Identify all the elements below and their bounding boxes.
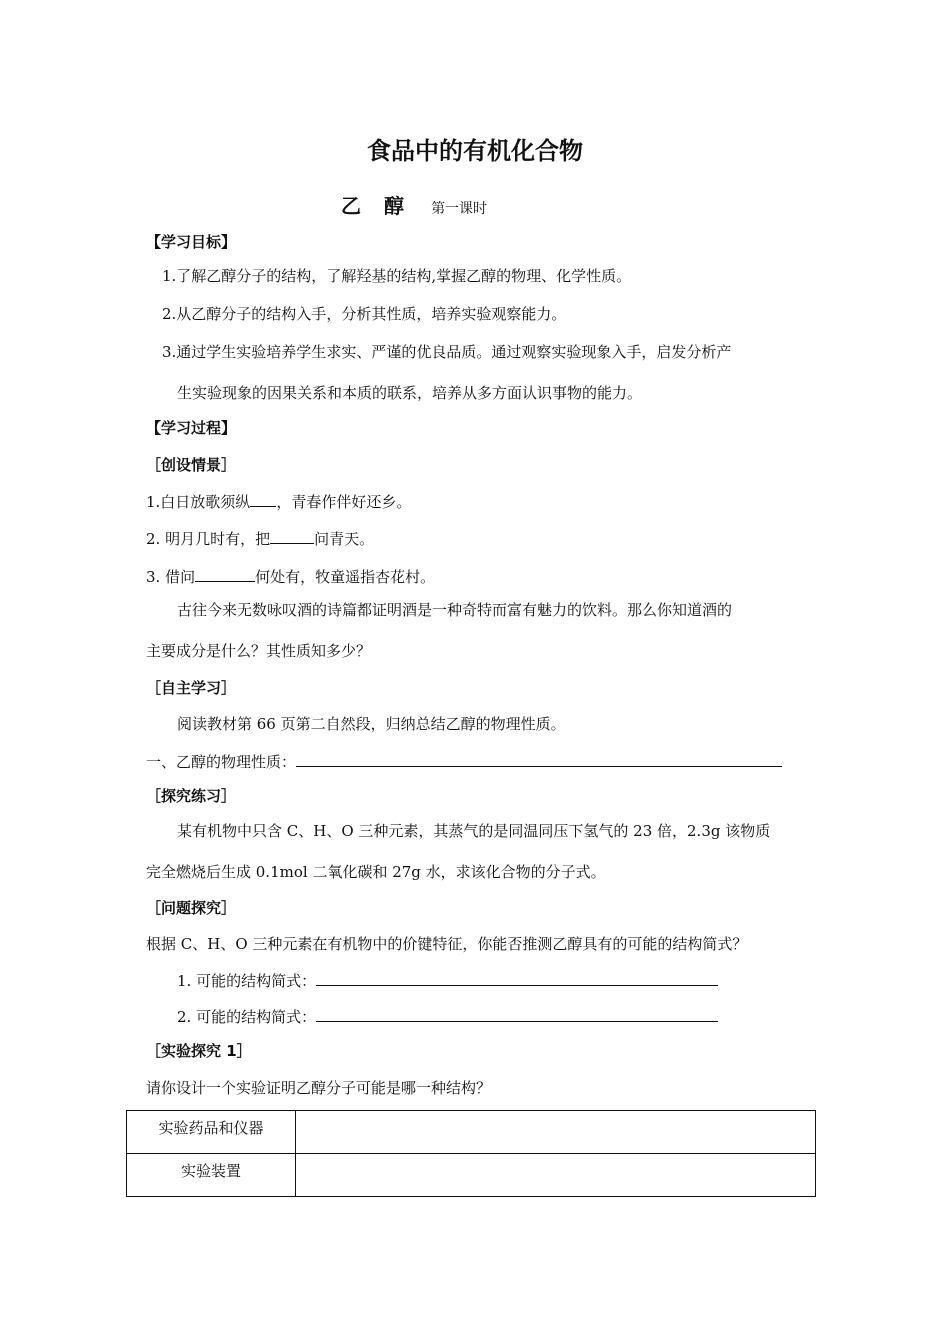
- poem-question-2-start: 2. 明月几时有，把: [146, 530, 271, 548]
- structure-option-2: [177, 1006, 718, 1027]
- structure-option-1-label: 1. 可能的结构简式：: [177, 972, 317, 990]
- poem-blank-1[interactable]: [250, 491, 276, 507]
- experiment-prompt: 请你设计一个实验证明乙醇分子可能是哪一种结构？: [146, 1079, 492, 1097]
- goals-heading: 【学习目标】: [146, 233, 237, 251]
- goal-item-2: 2.从乙醇分子的结构入手，分析其性质，培养实验观察能力。: [162, 305, 567, 323]
- table-label-apparatus: 实验装置: [127, 1154, 296, 1197]
- table-answer-cell[interactable]: [296, 1154, 816, 1197]
- poem-question-1: [146, 491, 411, 512]
- exercise-heading: ［探究练习］: [146, 787, 237, 805]
- physical-properties-item: [146, 751, 782, 772]
- poem-question-3-end: 何处有，牧童遥指杏花村。: [255, 568, 436, 586]
- poem-question-3-start: 3. 借问: [146, 568, 196, 586]
- table-row: [127, 1154, 816, 1197]
- structure-answer-line-2[interactable]: [316, 1006, 718, 1022]
- table-label-reagents: 实验药品和仪器: [127, 1111, 296, 1154]
- structure-option-1: [177, 970, 718, 991]
- goal-item-3: 3.通过学生实验培养学生求实、严谨的优良品质。通过观察实验现象入手，启发分析产: [162, 343, 732, 361]
- table-row: [127, 1111, 816, 1154]
- lesson-topic: 乙 醇: [341, 194, 412, 218]
- self-study-heading: ［自主学习］: [146, 679, 237, 697]
- poem-question-3: [146, 566, 435, 587]
- lesson-period: 第一课时: [431, 201, 488, 217]
- exercise-text-line-2: 完全燃烧后生成 0.1mol 二氧化碳和 27g 水，求该化合物的分子式。: [146, 863, 606, 881]
- process-heading: 【学习过程】: [146, 419, 237, 437]
- scenario-heading: ［创设情景］: [146, 456, 237, 474]
- self-study-instruction: 阅读教材第 66 页第二自然段，归纳总结乙醇的物理性质。: [177, 715, 566, 733]
- document-title: 食品中的有机化合物: [367, 137, 583, 165]
- scenario-paragraph-line-1: 古往今来无数咏叹酒的诗篇都证明酒是一种奇特而富有魅力的饮料。那么你知道酒的: [177, 601, 733, 619]
- poem-question-2: [146, 528, 374, 549]
- structure-answer-line-1[interactable]: [316, 970, 718, 986]
- lesson-subtitle: [341, 190, 487, 219]
- experiment-heading: ［实验探究 1］: [146, 1042, 252, 1060]
- experiment-table: [126, 1110, 816, 1197]
- poem-blank-2[interactable]: [270, 528, 314, 544]
- poem-question-1-end: ，青春作伴好还乡。: [276, 493, 412, 511]
- poem-blank-3[interactable]: [195, 566, 255, 582]
- scenario-paragraph-line-2: 主要成分是什么？其性质知多少？: [146, 642, 372, 660]
- structure-option-2-label: 2. 可能的结构简式：: [177, 1008, 317, 1026]
- exercise-text-line-1: 某有机物中只含 C、H、O 三种元素，其蒸气的是同温同压下氢气的 23 倍，2.3g 该物质: [177, 822, 771, 840]
- goal-item-3-continued: 生实验现象的因果关系和本质的联系，培养从多方面认识事物的能力。: [177, 384, 643, 402]
- goal-item-1: 1.了解乙醇分子的结构，了解羟基的结构,掌握乙醇的物理、化学性质。: [162, 267, 632, 285]
- inquiry-heading: ［问题探究］: [146, 899, 237, 917]
- poem-question-1-start: 1.白日放歌须纵: [146, 493, 251, 511]
- inquiry-question: 根据 C、H、O 三种元素在有机物中的价键特征，你能否推测乙醇具有的可能的结构简式？: [146, 935, 748, 953]
- poem-question-2-end: 问青天。: [314, 530, 375, 548]
- physical-properties-answer-line[interactable]: [296, 751, 782, 767]
- table-answer-cell[interactable]: [296, 1111, 816, 1154]
- physical-properties-label: 一、乙醇的物理性质：: [146, 753, 297, 771]
